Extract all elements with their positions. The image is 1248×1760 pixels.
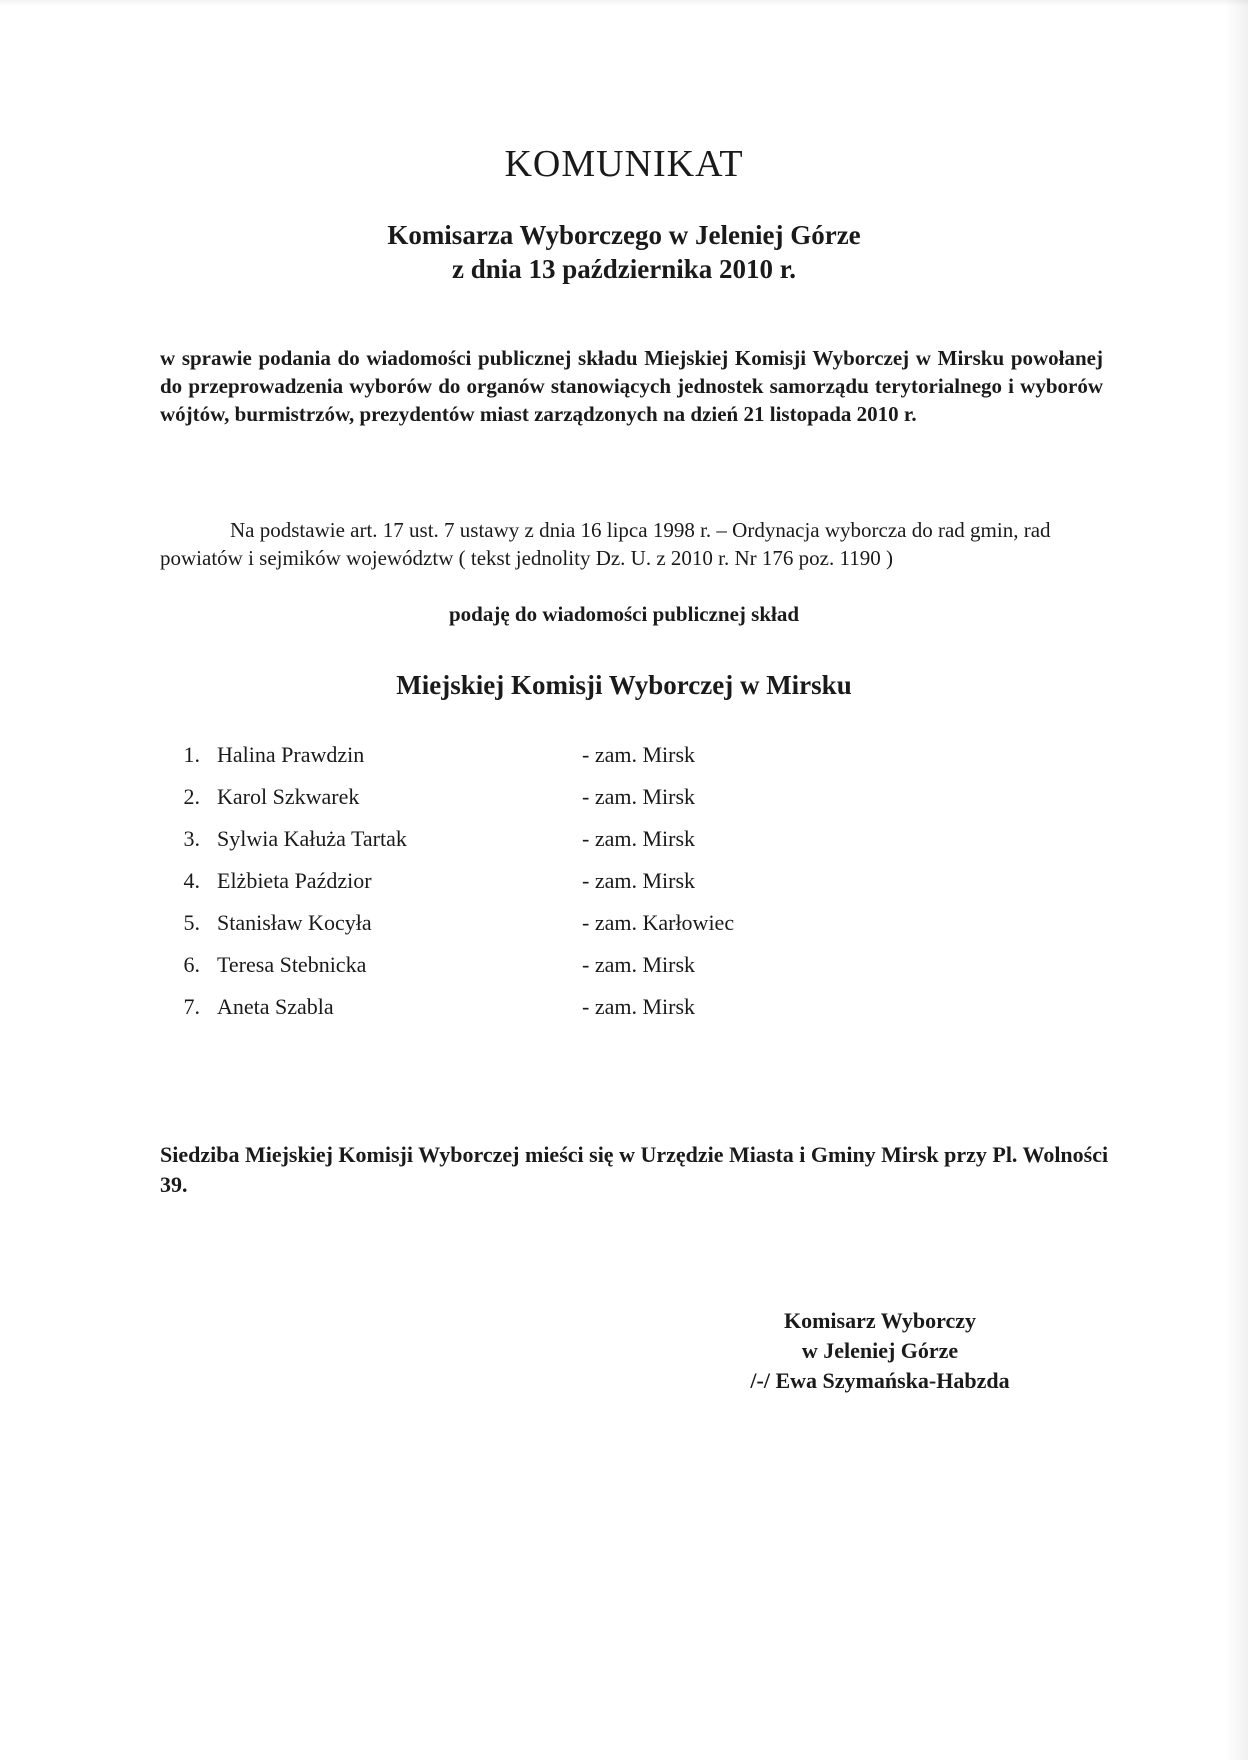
signature-name: /-/ Ewa Szymańska-Habzda xyxy=(750,1368,1010,1393)
member-number: 7. xyxy=(183,994,200,1019)
member-residence: - zam. Mirsk xyxy=(582,868,696,893)
member-name: Karol Szkwarek xyxy=(217,784,360,809)
list-item xyxy=(168,825,868,867)
list-item xyxy=(168,993,868,1035)
member-number: 4. xyxy=(183,868,200,893)
member-residence: - zam. Mirsk xyxy=(582,952,696,977)
signature-block xyxy=(680,1306,1080,1396)
member-number: 1. xyxy=(183,742,200,767)
member-number: 5. xyxy=(183,910,200,935)
member-number: 2. xyxy=(183,784,200,809)
member-number: 6. xyxy=(183,952,200,977)
list-item xyxy=(168,783,868,825)
subtitle-date: z dnia 13 października 2010 r. xyxy=(451,254,797,284)
member-name: Sylwia Kałuża Tartak xyxy=(217,826,407,851)
member-residence: - zam. Mirsk xyxy=(582,784,696,809)
member-name: Halina Prawdzin xyxy=(217,742,365,767)
member-name: Aneta Szabla xyxy=(217,994,334,1019)
member-residence: - zam. Mirsk xyxy=(582,742,696,767)
signature-title: Komisarz Wyborczy xyxy=(783,1308,977,1333)
signature-location: w Jeleniej Górze xyxy=(801,1338,959,1363)
list-item xyxy=(168,909,868,951)
document-title: KOMUNIKAT xyxy=(504,143,744,185)
declaration-line: podaję do wiadomości publicznej skład xyxy=(448,602,800,626)
member-residence: - zam. Mirsk xyxy=(582,994,696,1019)
member-number: 3. xyxy=(183,826,200,851)
scan-shadow-top xyxy=(0,0,1248,6)
member-name: Teresa Stebnicka xyxy=(217,952,367,977)
document-subtitle xyxy=(0,218,1248,286)
committee-heading: Miejskiej Komisji Wyborczej w Mirsku xyxy=(396,670,852,700)
members-list xyxy=(168,741,868,1035)
subject-paragraph: w sprawie podania do wiadomości publicznej składu Miejskiej Komisji Wyborczej w Mirsku powołanej do przeprowadzenia wyborów do organów stanowiących jednostek samorządu terytorialnego i wyborów wójtów, burmistrzów, prezydentów miast zarządzonych na dzień 21 listopada 2010 r. xyxy=(160,346,1103,426)
legal-basis-paragraph xyxy=(160,516,1103,572)
subtitle-issuer: Komisarza Wyborczego w Jeleniej Górze xyxy=(387,220,861,250)
legal-basis-text: Na podstawie art. 17 ust. 7 ustawy z dnia 16 lipca 1998 r. – Ordynacja wyborcza do rad gmin, rad powiatów i sejmików województw ( tekst jednolity Dz. U. z 2010 r. Nr 176 poz. 1190 ) xyxy=(160,518,1051,570)
list-item xyxy=(168,867,868,909)
member-residence: - zam. Mirsk xyxy=(582,826,696,851)
member-name: Elżbieta Paździor xyxy=(217,868,372,893)
member-residence: - zam. Karłowiec xyxy=(582,910,735,935)
seat-notice: Siedziba Miejskiej Komisji Wyborczej mieści się w Urzędzie Miasta i Gminy Mirsk przy Pl. Wolności 39. xyxy=(160,1142,1109,1197)
list-item xyxy=(168,951,868,993)
member-name: Stanisław Kocyła xyxy=(217,910,372,935)
list-item xyxy=(168,741,868,783)
